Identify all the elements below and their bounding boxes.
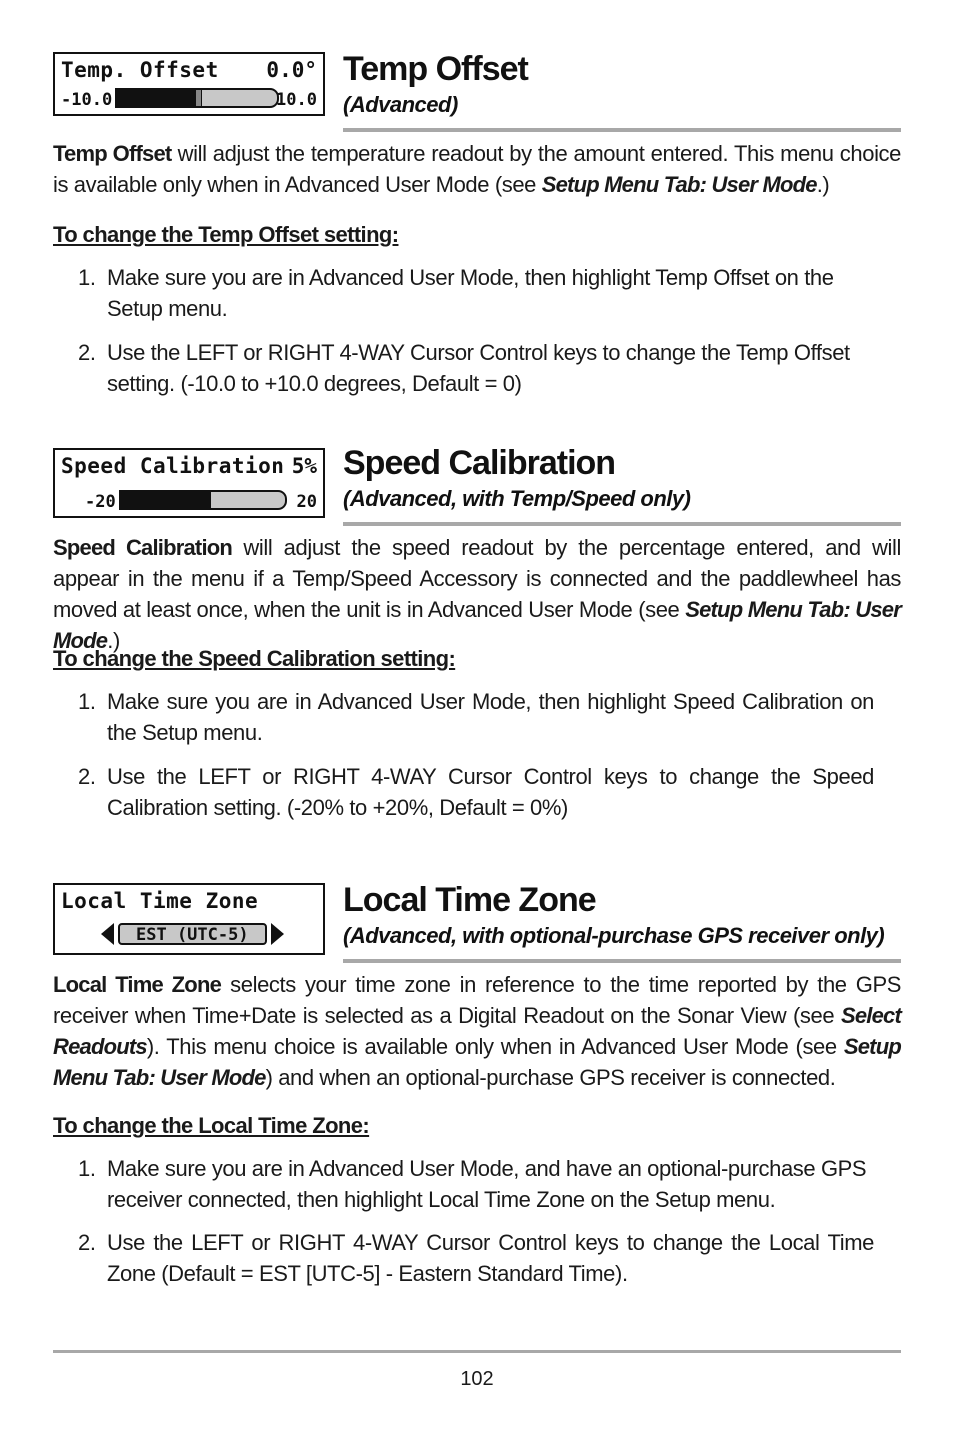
section-description <box>53 532 901 656</box>
procedure-title: To change the Local Time Zone: <box>53 1113 370 1138</box>
section-description <box>53 969 901 1093</box>
lcd-min-label: -10.0 <box>61 90 113 110</box>
temp-offset-section <box>53 52 901 402</box>
description-text: ). This menu choice is available only when in Advanced User Mode (see <box>146 1034 844 1059</box>
slider-fill <box>121 492 211 508</box>
step-text: Use the LEFT or RIGHT 4-WAY Cursor Control keys to change the Local Time Zone (Default = EST [UTC-5] - Eastern Standard Time). <box>107 1230 874 1286</box>
step-text: Make sure you are in Advanced User Mode, then highlight Speed Calibration on the Setup menu. <box>107 689 874 745</box>
list-item <box>78 337 874 399</box>
step-text: Use the LEFT or RIGHT 4-WAY Cursor Control keys to change the Speed Calibration setting. (-20% to +20%, Default = 0%) <box>107 764 874 820</box>
step-number: 1. <box>78 689 96 714</box>
cross-reference: Setup Menu Tab: User Mode <box>53 597 901 653</box>
lcd-value: 0.0° <box>266 58 317 82</box>
lcd-value: 5% <box>291 454 317 478</box>
lcd-title: Speed Calibration <box>61 454 285 478</box>
local-time-zone-lcd-menu <box>53 883 325 955</box>
list-item <box>78 1227 874 1289</box>
speed-calibration-section <box>53 446 901 826</box>
step-number: 2. <box>78 764 96 789</box>
lcd-min-label: -20 <box>85 492 116 512</box>
section-subheading: (Advanced, with Temp/Speed only) <box>343 486 691 511</box>
arrow-right-icon <box>271 923 284 945</box>
footer-rule <box>53 1350 901 1353</box>
slider-fill <box>117 90 197 106</box>
cross-reference: Setup Menu Tab: User Mode <box>53 1034 901 1090</box>
temp-offset-lcd-menu <box>53 52 325 116</box>
procedure-title: To change the Speed Calibration setting: <box>53 646 456 671</box>
step-number: 2. <box>78 340 96 365</box>
description-term: Local Time Zone <box>53 972 222 997</box>
lcd-title: Temp. Offset <box>61 58 219 82</box>
time-zone-selector <box>101 923 284 945</box>
arrow-left-icon <box>101 923 114 945</box>
lcd-title: Local Time Zone <box>61 889 259 913</box>
step-text: Make sure you are in Advanced User Mode, then highlight Temp Offset on the Setup menu. <box>107 265 834 321</box>
step-text: Use the LEFT or RIGHT 4-WAY Cursor Control keys to change the Temp Offset setting. (-10.0 to +10.0 degrees, Default = 0) <box>107 340 850 396</box>
step-number: 2. <box>78 1230 96 1255</box>
list-item <box>78 686 874 748</box>
procedure-title: To change the Temp Offset setting: <box>53 222 399 247</box>
section-subheading: (Advanced) <box>343 92 458 117</box>
section-subheading: (Advanced, with optional-purchase GPS receiver only) <box>343 923 885 948</box>
section-heading: Temp Offset <box>343 50 528 88</box>
cross-reference: Setup Menu Tab: User Mode <box>541 172 817 197</box>
description-text: .) <box>816 172 830 197</box>
step-text: Make sure you are in Advanced User Mode, and have an optional-purchase GPS receiver connected, then highlight Local Time Zone on the Setup menu. <box>107 1156 867 1212</box>
description-text: ) and when an optional-purchase GPS receiver is connected. <box>265 1065 836 1090</box>
step-number: 1. <box>78 265 96 290</box>
section-rule <box>343 959 901 963</box>
section-rule <box>343 522 901 526</box>
lcd-max-label: 10.0 <box>276 90 317 110</box>
section-rule <box>343 128 901 132</box>
description-text: selects your time zone in reference to the time reported by the GPS receiver when Time+Date is selected as a Digital Readout on the Sonar View (see <box>53 972 902 1028</box>
section-heading: Local Time Zone <box>343 881 596 919</box>
lcd-max-label: 20 <box>296 492 317 512</box>
temp-offset-slider <box>115 88 279 108</box>
list-item <box>78 262 874 324</box>
section-description <box>53 138 901 200</box>
description-term: Speed Calibration <box>53 535 233 560</box>
description-term: Temp Offset <box>53 141 172 166</box>
description-text: .) <box>107 628 120 653</box>
slider-marker <box>195 88 202 108</box>
list-item <box>78 761 874 823</box>
description-text: will adjust the speed readout by the percentage entered, and will appear in the menu if a Temp/Speed Accessory is connected and the paddlewheel has moved at least once, when the unit is in Advanced User Mode (see <box>53 535 902 622</box>
local-time-zone-section <box>53 883 901 1293</box>
cross-reference: Select Readouts <box>53 1003 901 1059</box>
page-number: 102 <box>460 1368 494 1390</box>
speed-calibration-lcd-menu <box>53 448 325 518</box>
time-zone-value: EST (UTC-5) <box>118 923 267 945</box>
description-text: will adjust the temperature readout by the amount entered. This menu choice is available only when in Advanced User Mode (see <box>53 141 901 197</box>
section-heading: Speed Calibration <box>343 444 616 482</box>
speed-calibration-slider <box>119 490 287 510</box>
step-number: 1. <box>78 1156 96 1181</box>
list-item <box>78 1153 874 1215</box>
